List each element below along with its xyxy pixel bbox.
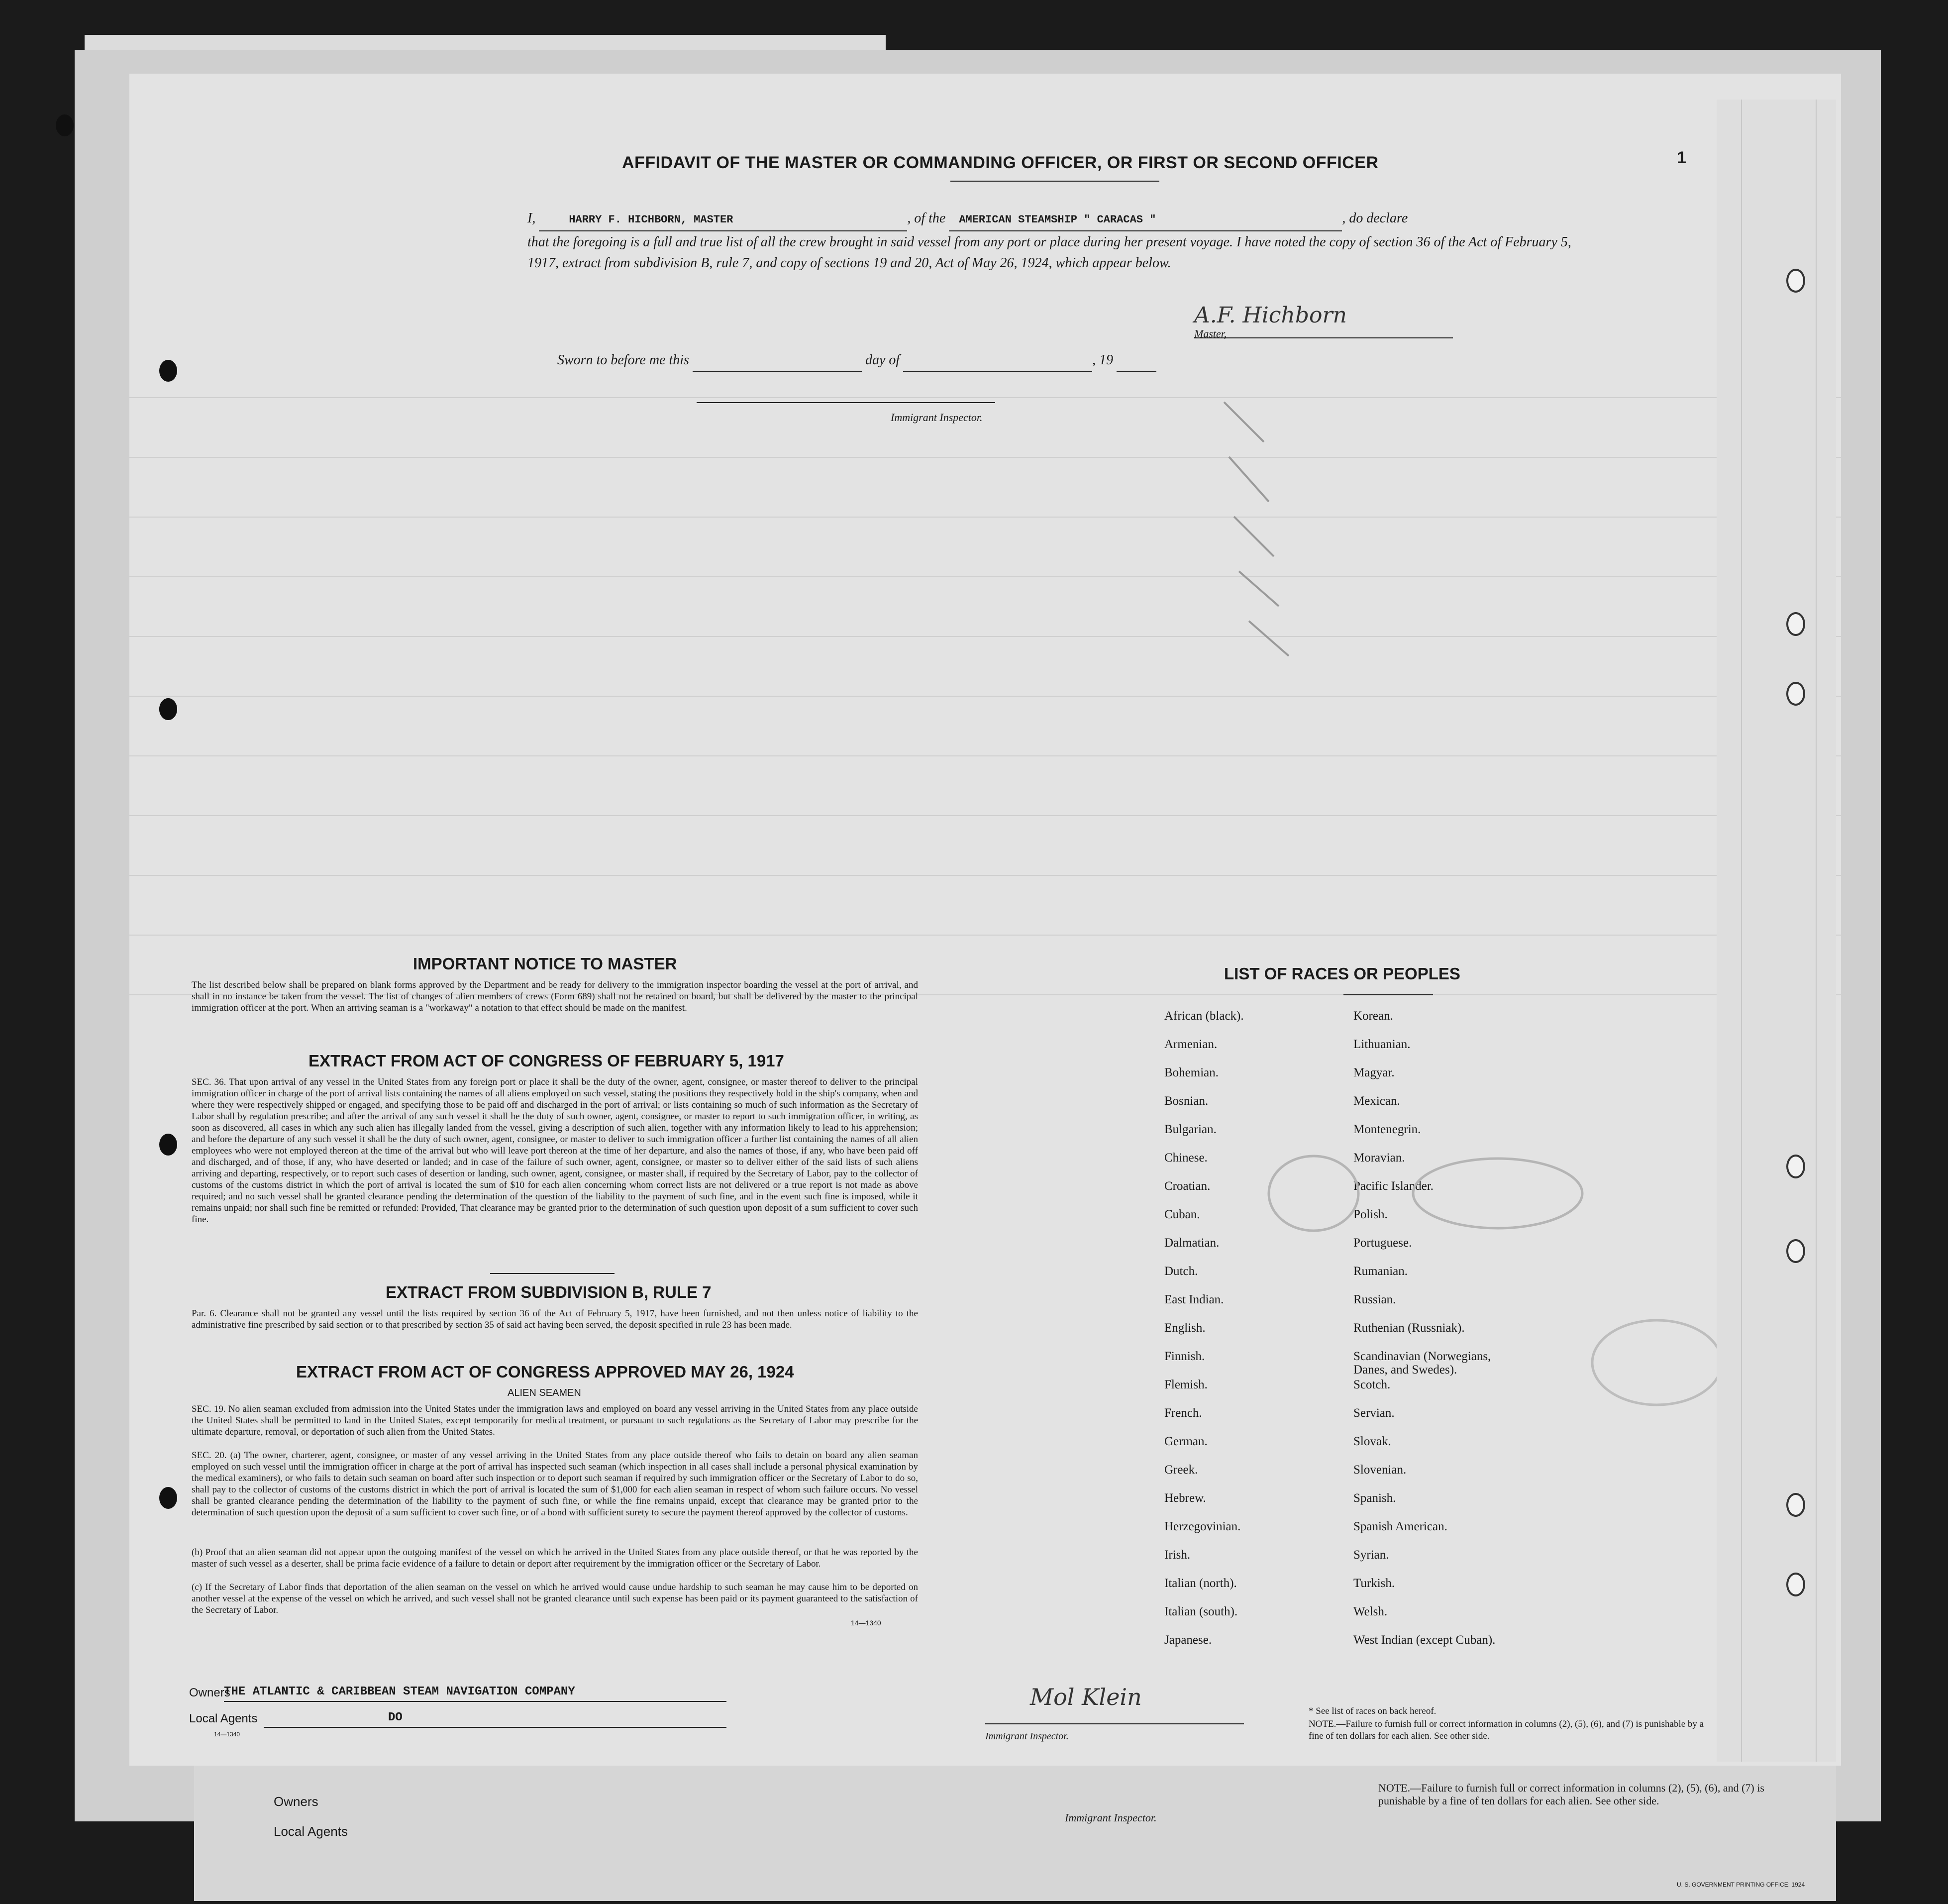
race-item: German. bbox=[1164, 1435, 1208, 1448]
ruled-line bbox=[129, 696, 1841, 697]
inspector-line bbox=[697, 402, 995, 403]
race-item: Bohemian. bbox=[1164, 1066, 1219, 1079]
extract-1917-text: SEC. 36. That upon arrival of any vessel in the United States from any foreign port or place it shall be the duty of the owner, agent, consignee, or master thereof to deliver to the principal immigration officer in charge of the port of arrival lists containing the names of all aliens employed on such vessel, stating the positions they respectively hold in the ship's company, when and where they were respectively shipped or engaged, and specifying those to be paid off and discharged in the port of arrival; or lists containing so much of such information as the Secretary of Labor shall by regulation prescribe; and after the arrival of any such vessel it shall be the duty of such owner, agent, consignee, or master to report to such immigration officer, in writing, as soon as discovered, all cases in which any such alien has illegally landed from the vessel, giving a description of such alien, together with any information likely to lead to his apprehension; and before the departure of any such vessel it shall be the duty of such owner, agent, consignee, or master to deliver to such immigration officer a further list containing the names of all alien employees who were not employed thereon at the time of the arrival but who will leave port thereon at the time of her departure, and also the names of those, if any, who have been paid off and discharged, and of those, if any, who have deserted or landed; and in case of the failure of such owner, agent, consignee, or master so to deliver either of the said lists of such aliens arriving and departing, respectively, or to report such cases of desertion or landing, such owner, agent, consignee, or master shall, if required by the Secretary of Labor, pay to the collector of customs of the customs district in which the port of arrival is located the sum of $10 for each alien concerning whom correct lists are not delivered or a true report is not made as above required; and no such vessel shall be granted clearance pending the determination of the question of the liability to the payment of such fine, and in the event such fine is imposed, while it remains unpaid; nor shall such fine be remitted or refunded: Provided, That clearance may be granted prior to the determination of such question upon deposit of a sum sufficient to cover such fine. bbox=[192, 1077, 918, 1225]
sworn-pre: Sworn to before me this bbox=[557, 352, 689, 368]
race-item: Russian. bbox=[1353, 1293, 1396, 1306]
race-item: Slovak. bbox=[1353, 1435, 1391, 1448]
under-inspector-label: Immigrant Inspector. bbox=[1065, 1811, 1157, 1824]
binder-hole bbox=[159, 360, 177, 382]
sworn-year: , 19 bbox=[1092, 352, 1114, 368]
vessel-name: AMERICAN STEAMSHIP " CARACAS " bbox=[949, 210, 1342, 231]
race-item: Syrian. bbox=[1353, 1548, 1389, 1562]
ruled-line bbox=[129, 397, 1841, 398]
race-item: Hebrew. bbox=[1164, 1491, 1206, 1505]
extract-1917-title: EXTRACT FROM ACT OF CONGRESS OF FEBRUARY 5, 1917 bbox=[308, 1052, 784, 1070]
under-note: NOTE.—Failure to furnish full or correct information in columns (2), (5), (6), and (7) is punishable by a fine of ten dollars for each alien. See other side. bbox=[1378, 1782, 1764, 1807]
race-item: Spanish. bbox=[1353, 1491, 1396, 1505]
race-item: Pacific Islander. bbox=[1353, 1179, 1434, 1193]
bleed-through-stamp bbox=[1259, 1134, 1607, 1263]
race-item: Bosnian. bbox=[1164, 1094, 1209, 1108]
ruled-line bbox=[129, 517, 1841, 518]
sworn-line bbox=[557, 350, 1304, 372]
race-item: African (black). bbox=[1164, 1009, 1244, 1023]
race-item: Herzegovinian. bbox=[1164, 1520, 1241, 1533]
manifest-right-edge bbox=[1717, 100, 1836, 1762]
master-label: Master, bbox=[1194, 327, 1227, 340]
race-item: Servian. bbox=[1353, 1406, 1395, 1420]
ruled-line bbox=[129, 875, 1841, 876]
extract-1924-title: EXTRACT FROM ACT OF CONGRESS APPROVED MAY 26, 1924 bbox=[296, 1363, 794, 1381]
alien-seamen-subtitle: ALIEN SEAMEN bbox=[508, 1387, 581, 1398]
race-item: Mexican. bbox=[1353, 1094, 1400, 1108]
agents-value: DO bbox=[388, 1711, 403, 1724]
races-title: LIST OF RACES OR PEOPLES bbox=[1224, 964, 1460, 983]
tick-marks bbox=[1219, 392, 1309, 671]
race-item: Lithuanian. bbox=[1353, 1038, 1411, 1051]
sworn-day: day of bbox=[865, 352, 900, 368]
race-item: Japanese. bbox=[1164, 1633, 1212, 1647]
footnote-fine: NOTE.—Failure to furnish full or correct information in columns (2), (5), (6), and (7) is punishable by a fine of ten dollars for each alien. See other side. bbox=[1309, 1719, 1704, 1741]
race-item: Chinese. bbox=[1164, 1151, 1208, 1164]
race-item: Spanish American. bbox=[1353, 1520, 1447, 1533]
notice-title: IMPORTANT NOTICE TO MASTER bbox=[413, 954, 677, 973]
title-rule bbox=[950, 181, 1159, 182]
under-owners-label: Owners bbox=[274, 1794, 318, 1809]
agents-label: Local Agents bbox=[189, 1712, 258, 1725]
race-item: Bulgarian. bbox=[1164, 1123, 1217, 1136]
ruled-line bbox=[129, 815, 1841, 816]
sec20b-text: (b) Proof that an alien seaman did not appear upon the outgoing manifest of the vessel on which he arrived in the United States from any place outside thereof, or that he was reported by the master of such vessel as a deserter, shall be prima facie evidence of a failure to detain or deport after requirement by the immigration officer or the Secretary of Labor. bbox=[192, 1547, 918, 1569]
owners-label: Owners bbox=[189, 1686, 230, 1699]
ruled-line bbox=[129, 636, 1841, 637]
footer-inspector-line bbox=[985, 1723, 1244, 1724]
race-item: East Indian. bbox=[1164, 1293, 1224, 1306]
race-item: Irish. bbox=[1164, 1548, 1191, 1562]
inspector-label: Immigrant Inspector. bbox=[891, 411, 983, 423]
race-item: Dalmatian. bbox=[1164, 1236, 1220, 1250]
owners-line bbox=[224, 1701, 726, 1702]
race-item: Moravian. bbox=[1353, 1151, 1405, 1164]
rule7-title: EXTRACT FROM SUBDIVISION B, RULE 7 bbox=[386, 1283, 712, 1301]
section-rule bbox=[490, 1273, 615, 1274]
ruled-line bbox=[129, 935, 1841, 936]
race-item: Portuguese. bbox=[1353, 1236, 1412, 1250]
race-item: Slovenian. bbox=[1353, 1463, 1407, 1477]
race-item: Montenegrin. bbox=[1353, 1123, 1421, 1136]
footer-inspector-label: Immigrant Inspector. bbox=[985, 1731, 1069, 1742]
sec20a-text: SEC. 20. (a) The owner, charterer, agent, consignee, or master of any vessel arriving in the United States from any place outside thereof who fails to detain on board any alien seaman employed on such vessel until the immigration officer in charge at the port of arrival has inspected such seaman (which inspection in all cases shall include a personal physical examination by the medical examiners), or who fails to detain such seaman on board after such inspection or to deport such seaman if required by such immigration officer or the Secretary of Labor to do so, shall pay to the collector of customs of the customs district in which the port of arrival is located the sum of $1,000 for each alien seaman in respect of whom such failure occurs. No vessel shall be granted clearance pending the determination of the liability to the payment of such fine, or while the fine remains unpaid, except that clearance may be granted prior to the determination of such question upon the deposit of a sum sufficient to cover such fine, or of a bond with sufficient surety to secure the payment thereof approved by the collector of customs. bbox=[192, 1450, 918, 1518]
manifest-gridlines bbox=[1717, 100, 1836, 1762]
sec20c-text: (c) If the Secretary of Labor finds that deportation of the alien seaman on the vessel on which he arrived would cause undue hardship to such seaman he may cause him to be deported on another vessel at the expense of the vessel on which he arrived, and such vessel shall not be granted clearance until such expense has been paid or its payment guaranteed to the satisfaction of the Secretary of Labor. bbox=[192, 1582, 918, 1615]
footer-code: 14—1340 bbox=[214, 1731, 240, 1738]
race-item: Polish. bbox=[1353, 1208, 1388, 1221]
race-item: West Indian (except Cuban). bbox=[1353, 1633, 1496, 1647]
sworn-blank bbox=[693, 350, 862, 372]
race-item: Italian (south). bbox=[1164, 1605, 1238, 1618]
race-item: Rumanian. bbox=[1353, 1265, 1408, 1278]
bleed-through-seal bbox=[1582, 1313, 1732, 1412]
affidavit-pre: I, bbox=[527, 211, 536, 226]
binder-hole bbox=[159, 698, 177, 720]
race-item: Italian (north). bbox=[1164, 1577, 1237, 1590]
affidavit-mid: , of the bbox=[907, 211, 946, 226]
race-item: Armenian. bbox=[1164, 1038, 1218, 1051]
race-item: Dutch. bbox=[1164, 1265, 1198, 1278]
race-item: Magyar. bbox=[1353, 1066, 1395, 1079]
year-blank bbox=[1117, 350, 1156, 372]
race-item: Turkish. bbox=[1353, 1577, 1395, 1590]
manifest-page bbox=[129, 74, 1841, 1766]
race-item: Scotch. bbox=[1353, 1378, 1391, 1391]
races-rule bbox=[1343, 994, 1433, 995]
signature-line bbox=[1194, 337, 1453, 338]
extract-form-code: 14—1340 bbox=[851, 1619, 881, 1627]
under-agents-label: Local Agents bbox=[274, 1824, 348, 1839]
affidavit-text: that the foregoing is a full and true list of all the crew brought in said vessel from any port or place during her present voyage. I have noted the copy of section 36 of the Act of February 5, 1917, extract from subdivision B, rule 7, and copy of sections 19 and 20, Act of May 26, 1924, which appear below. bbox=[527, 234, 1571, 271]
race-item: Cuban. bbox=[1164, 1208, 1200, 1221]
agents-line bbox=[264, 1727, 726, 1728]
race-item: Greek. bbox=[1164, 1463, 1198, 1477]
month-blank bbox=[903, 350, 1092, 372]
affidavit-post: , do declare bbox=[1342, 211, 1408, 226]
ruled-line bbox=[129, 457, 1841, 458]
race-item: Ruthenian (Russniak). bbox=[1353, 1321, 1465, 1335]
affidavit-title: AFFIDAVIT OF THE MASTER OR COMMANDING OFFICER, OR FIRST OR SECOND OFFICER bbox=[622, 153, 1379, 172]
inspector-signature: Mol Klein bbox=[1030, 1684, 1142, 1710]
race-item: Korean. bbox=[1353, 1009, 1393, 1023]
race-item: Croatian. bbox=[1164, 1179, 1211, 1193]
affidavit-line1 bbox=[527, 208, 1572, 231]
under-printer: U. S. GOVERNMENT PRINTING OFFICE: 1924 bbox=[1677, 1881, 1805, 1888]
owners-value: THE ATLANTIC & CARIBBEAN STEAM NAVIGATION COMPANY bbox=[224, 1685, 575, 1698]
race-item: Scandinavian (Norwegians, Danes, and Swedes). bbox=[1353, 1350, 1491, 1376]
page-number: 1 bbox=[1677, 148, 1686, 167]
race-item: Welsh. bbox=[1353, 1605, 1388, 1618]
sec19-text: SEC. 19. No alien seaman excluded from admission into the United States under the immigration laws and employed on board any vessel arriving in the United States from any place outside the United States shall be permitted to land in the United States, except temporarily for medical treatment, or pursuant to such regulations as the Secretary of Labor may prescribe for the ultimate departure, removal, or deportation of such alien from the United States. bbox=[192, 1404, 918, 1437]
race-item: French. bbox=[1164, 1406, 1202, 1420]
binder-hole bbox=[159, 1487, 177, 1509]
master-name: HARRY F. HICHBORN, MASTER bbox=[539, 210, 907, 231]
binder-hole bbox=[56, 114, 74, 136]
binder-hole bbox=[159, 1134, 177, 1156]
race-item: Flemish. bbox=[1164, 1378, 1208, 1391]
ruled-line bbox=[129, 755, 1841, 756]
race-item: English. bbox=[1164, 1321, 1206, 1335]
rule7-text: Par. 6. Clearance shall not be granted any vessel until the lists required by section 36 of the Act of February 5, 1917, have been furnished, and not then unless notice of liability to the administrative fine prescribed by said section or to that prescribed by section 35 of said act having been served, the deposit specified in rule 23 has been made. bbox=[192, 1308, 918, 1330]
footnote-races: * See list of races on back hereof. bbox=[1309, 1706, 1436, 1716]
ruled-line bbox=[129, 576, 1841, 577]
race-item: Finnish. bbox=[1164, 1350, 1205, 1363]
notice-text: The list described below shall be prepared on blank forms approved by the Department and be ready for delivery to the immigration inspector boarding the vessel at the port of arrival, and shall in no instance be taken from the vessel. The list of changes of alien members of crews (Form 689) shall not be retained on board, but shall be delivered by the master to the principal immigration officer at the port. When an arriving seaman is a "workaway" a notation to that effect should be made on the manifest. bbox=[192, 980, 918, 1013]
master-signature: A.F. Hichborn bbox=[1194, 303, 1347, 328]
bottom-sheet bbox=[194, 1757, 1836, 1901]
